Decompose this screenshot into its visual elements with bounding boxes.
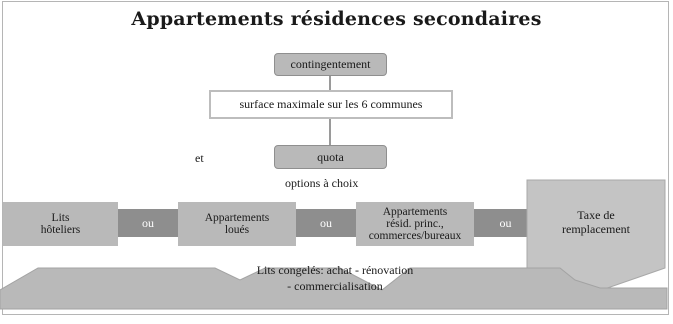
option-line: Appartements <box>382 206 448 218</box>
surface-maximale-box: surface maximale sur les 6 communes <box>209 90 453 119</box>
option-line: résid. princ., <box>386 218 444 230</box>
option-line: loués <box>224 224 250 236</box>
lits-congeles-label <box>215 262 455 294</box>
ou-connector: ou <box>118 209 178 237</box>
quota-box: quota <box>274 145 387 169</box>
option-taxe-de-remplacement <box>527 208 665 236</box>
ou-connector: ou <box>296 209 356 237</box>
et-label: et <box>195 151 204 165</box>
option-line: remplacement <box>562 222 630 236</box>
lits-congeles-line: - commercialisation <box>287 279 383 293</box>
option-line: Taxe de <box>577 208 615 222</box>
contingentement-box: contingentement <box>274 53 387 76</box>
option-line: hôteliers <box>40 224 81 236</box>
diagram-title: Appartements résidences secondaires <box>131 8 542 30</box>
option-line: Appartements <box>204 212 270 224</box>
options-label: options à choix <box>285 176 359 190</box>
option-line: Lits <box>51 212 70 224</box>
ou-connector: ou <box>474 209 537 237</box>
option-line: commerces/bureaux <box>368 230 462 242</box>
lits-congeles-line: Lits congelés: achat - rénovation <box>256 263 414 277</box>
